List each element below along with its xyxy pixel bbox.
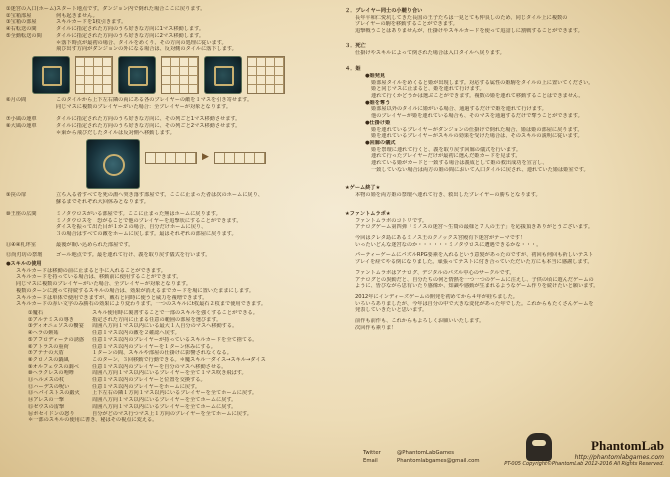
skill-effect: 任意１マス以内のプレイヤーをホームに戻す。: [92, 383, 201, 390]
skill-line: スキルカードは単体で使用できますが、戴石と同時に使うと威力を複増できます。: [16, 294, 208, 301]
wind-example-illustrations: [86, 139, 331, 189]
lab-line: 今回はクレタ島にあるミノス王のクノックス宮殿有下迷宮がテーマです！: [355, 234, 526, 241]
skill-item: [28, 364, 331, 371]
rule-row: ④右転送の間 タイルに指定された方向のうち好きな方向に1マス移動します。: [6, 26, 205, 33]
skill-name: ②アルテミスの導き: [28, 316, 74, 323]
tile-illustration: [204, 56, 242, 94]
section-line: 追撃戦うことはありませんが、仕掛けやスキルカードを使って追詰しに割戦することができます。: [355, 28, 583, 35]
lab-line: アナログゲーム第四弾「ミノスの迷宮～生贄の最様と７人の王子」を応援頂きありがとうございます。: [355, 224, 594, 231]
skill-item: [28, 384, 331, 391]
lab-line: ように、皆びながら思有いたり感像か、知識や感動が生まれるようなゲーム作りを続けたいと願います。: [355, 283, 599, 290]
section-line: 姫を連れているプレイヤーがダンジョンの仕掛けで倒れた場合、姫は姫の部屋に戻ります。: [371, 126, 583, 133]
skill-item: [28, 337, 331, 344]
section-line: プレイヤーの駒を移動することができます。: [355, 21, 458, 28]
section-line: 連れている姫がカードと一致する場合は義成として姫の救出成功を宣言し、: [371, 160, 548, 167]
row-strip-illustration: [145, 152, 197, 164]
section-line: 姫を祭壇に連れて行くと、義を取り戻す回廊の儀式を行います。: [371, 146, 522, 153]
section-heading: ４．姫: [345, 66, 361, 73]
skill-name: ④ヘラの嫉妬: [28, 330, 59, 337]
arrow-right-icon: ▶: [202, 152, 209, 163]
skill-note: ＊一部のスキルの使用に書き、秘はその視点に変える。: [28, 417, 158, 424]
tile-illustration: [118, 56, 156, 94]
skill-name: ⑩ヘラクレスの咆哮: [28, 370, 74, 377]
skill-effect: 周囲八方向１マス以内にいるプレイヤーを全て１マス吹き飛ばす。: [92, 370, 247, 377]
lab-line: パーティーゲームにパズルRPG要素を入れるという意髪があったのですが、初回も何回も祈しいテスト: [355, 252, 594, 259]
skill-name: ①魔石: [28, 309, 44, 316]
rule-row: ⑤全動転送の間 タイルに指定された方向のうち好きな方向に2マス移動します。: [6, 32, 205, 39]
skill-item: [28, 411, 331, 418]
rule-row: ⑪④④札坪室 最後が眠い込められた部屋です。: [6, 241, 134, 248]
rule-row: ⑨罠の扉 立ち入る者すべてを死の淵へ突き落す部屋です。ここに止まった者は次のホームに戻り、: [6, 192, 263, 199]
skill-name: ⑫ハーデスの呪い: [28, 383, 70, 390]
rule-note: ３の場合はすべての敵をホームに戻します。最はそれぞれの部屋に戻ります。: [56, 230, 237, 237]
section-heading: ２．プレイヤー同士の小競り合い: [345, 8, 423, 14]
skill-name: ⑮ゼウスの雷撃: [28, 403, 65, 410]
email-address[interactable]: Phantomlabgames@gmail.com: [397, 458, 480, 464]
section-line: 姫部屋以外のタイルに姫がいる場合、通過するだけで姫を連れて行けます。: [371, 106, 547, 113]
rule-row: ⑧大風の運車 タイルに指定された方向のうち好きな方向に、その列ごと2マス移動させます。: [6, 123, 241, 130]
skill-effect: 指定された方向に止まる任意の範囲の部屋を選びます。: [92, 316, 222, 323]
skill-item: [28, 317, 331, 324]
twitter-row: Twitter @PhantomLabGames: [363, 450, 455, 456]
skill-heading: ●スキルの使用: [6, 261, 42, 268]
rule-note: ダイスを振って出た目が１か２の場合、自分だけホームに戻り、: [56, 224, 207, 231]
grid-illustration: [161, 56, 199, 94]
lab-line: ファントムラボはアナログ、デジタルのパズル中心のサークルです。: [355, 269, 515, 276]
rule-row: ⑥月の間 このタイルから上下左右隣の両にある各のプレイヤーの敵を１マスを引き寄せます。: [6, 96, 253, 103]
logo-block: [504, 438, 664, 467]
skill-item: [28, 390, 331, 397]
rule-note: 同じマスに複数のプレイヤーがいた場合：全プレイヤーが対象となります。: [56, 103, 232, 110]
section-line: 他のプレイヤーが姫を連れている場合も、そのマスを通過するだけで奪うことができます。: [371, 113, 583, 120]
lab-line: 次回作も素りま！: [355, 324, 397, 331]
skill-effect: 周囲八方向１マス以内にいる最大１人自分のマスへ移動する。: [92, 323, 238, 330]
rule-note: 蘇るまでそれぞれ大回休みとなります。: [56, 199, 149, 206]
lab-message: [345, 218, 663, 332]
skill-name: ⑧クロノスの鍋風: [28, 356, 69, 363]
lab-line: 発表していきたいと思います。: [355, 307, 428, 314]
skill-line: スキルカードは移動の前に止まると手に入れることができます。: [16, 267, 166, 274]
skill-item: [28, 397, 331, 404]
skill-item: [28, 377, 331, 384]
rule-row: ③宝箱の部屋 スキルカードを1枚引きます。: [6, 19, 127, 26]
skill-effect: このターン、３回移動で行動できる。＊魔スキル一ダイス→スキル→ダイス: [92, 356, 266, 363]
section-line: 仕掛けやスキルによって倒された場合は入口タイルへ戻ります。: [355, 49, 505, 56]
tile-illustration: [86, 139, 140, 189]
section-line: 一致していない場合は両方の姫の間において入口タイルに戻され、連れていた姫は姫室です。: [371, 166, 589, 173]
skill-item: [28, 330, 331, 337]
skill-item: [28, 350, 331, 357]
section-line: 姫部屋タイルをめくると姫が出現します。対応する属性の姫駒をタイルの上に置いてください。: [371, 79, 594, 86]
rule-note: ＊落下時点が最初の場合、タイルをめくり、その方向の処理に従います。: [56, 39, 227, 46]
subsection-heading: ●仕掛け姫: [365, 119, 391, 126]
section-line: 本物の姫を両方姫の祭壇へ連れて行き、救出したプレイヤーの勝ちとなります。: [355, 192, 541, 199]
skill-effect: 任意１マス以内の敵を２確認へ戻す。: [92, 330, 180, 337]
skill-name: ⑯ポセイドンの怒り: [28, 410, 75, 417]
subsection-heading: ●回廊の儀式: [365, 139, 396, 146]
rule-note: ＊乗から飛びだしたタイルは反対側へ移動します。: [56, 129, 175, 136]
section-line: 連れて行くかどうかは選ぶことができます。複数の姫を連れて移動することはできません。: [371, 93, 584, 100]
skill-effect: 任意１マス以内のプレイヤーと位置を交換する。: [92, 377, 206, 384]
rule-row: ⑫尚刃坊の祭壇 ゴール地点です。最を連れて行け、義を取り戻す儀式を行います。: [6, 252, 211, 259]
lab-line: アナログとの異動だと、自分たちの何と情熱を一つ一つのゲームに注えし、子供の頃に遊んだゲームの: [355, 276, 594, 283]
skill-name: ⑤アフロディーテの誘惑: [28, 336, 85, 343]
skill-effect: 任意１マス以内のプレイヤーを１ターン休みにする。: [92, 343, 216, 350]
skill-name: ⑪ヘルメスの杖: [28, 377, 65, 384]
rule-row: ⑩王座の広間 ミノタウロスがいる部屋です。ここに止まった無はホームに戻ります。: [6, 210, 221, 217]
skill-effect: 任意１マス以内のプレイヤーを自分のマスへ移動させる。: [92, 363, 227, 370]
lab-line: ファントムラボのコトリです。: [355, 217, 428, 224]
skill-line: 複数のターンに渡って持続するスキルの場合は、効果が消えるまでカードを場に置いたままにします。: [16, 287, 255, 294]
grid-illustration: [247, 56, 285, 94]
skill-effect: 周囲八方向１マス以内にいるプレイヤーを全てホームに戻す。: [92, 403, 237, 410]
skill-item: [28, 357, 331, 364]
section-line: 姫を連れているプレイヤーがスキルの効果を受けた場合は、そのスキルの説明に従います。: [371, 133, 583, 140]
subsection-heading: ●姫発見: [365, 72, 386, 79]
subsection-heading: ●姫を奪う: [365, 99, 391, 106]
row-strip-illustration: [214, 152, 266, 164]
logo-name: PhantomLab: [591, 438, 664, 453]
skill-item: [28, 404, 331, 411]
right-column: [345, 6, 663, 471]
tile-illustration: [32, 56, 70, 94]
section-heading: ３．死亡: [345, 42, 366, 49]
rule-note: ミノタウロスを 恐がることで他のプレイヤーを追撃状にすることができます。: [56, 217, 242, 224]
section-line: 長年平和仁愛坑してきた長国の王子たちは一見とても仲良しのため、同じタイル上に複数の: [355, 14, 568, 21]
rule-row: ⑦小風の運車 タイルに指定された方向のうち好きな方向に、その列ごと1マス移動させます。: [6, 116, 241, 123]
skill-item: [28, 310, 331, 317]
rule-row: ①迷宮の入口(ホーム) スタート地点です。ダンジョン内で倒れた場合ここに戻ります。: [6, 6, 206, 12]
skill-name: ⑥アトラスの重荷: [28, 343, 69, 350]
lab-line: 2012年にインディーズゲームの開発を初めてから４年が経ちました。: [355, 293, 518, 300]
logo-url[interactable]: http://phantomlabgames.com: [574, 454, 664, 461]
lab-line: いろいろありましたが、今年は自分の中で大きな変化があった年でした。これからもたくさんゲームを: [355, 300, 594, 307]
transfer-example-illustrations: [32, 56, 331, 94]
lab-line: 前作も前作も、これからもよろしくお願いいたします。: [355, 318, 485, 325]
skill-name: ③ディオニュソスの饗宴: [28, 323, 84, 330]
skill-item: [28, 344, 331, 351]
skill-effect: 上下左右の隣１方向１マス以内にいるプレイヤーを全てホームに戻す。: [92, 390, 258, 397]
lab-line: プレイを経てやる倒になりました。頑張ってテストに付き合っていただいた方にも本当に感謝します。: [355, 259, 593, 266]
skill-line: スキルカードを持っている場合は、移動前に使用することができます。: [16, 274, 182, 281]
lab-line: いったいどんな迷宮なのか・・・・・・ミノタウロスに遭遇できるかな・・・。: [355, 241, 542, 248]
skill-line: スキルカードの赤い文字のみ勝石の効果により変わります。一つのスキルにt枚最石２枚まで使用できます。: [16, 301, 267, 308]
twitter-handle[interactable]: @PhantomLabGames: [397, 450, 455, 456]
section-line: 連れて行ったプレイヤーだけが最初に選んだ姫カードを見ます。: [371, 153, 521, 160]
rule-note: 飛び出す方向がダンジョンの外になる場合は、反対側のタイルに落下します。: [56, 46, 237, 53]
skill-name: ⑭アレスの一撃: [28, 397, 64, 404]
skill-effect: 任意１マス以内のプレイヤーが持っているスキルカードを全て捨てる。: [92, 336, 258, 343]
section-heading: ★ファントムラボ★: [345, 210, 391, 217]
skill-effect: 自分がどのマス行つマス上１方向のプレイヤーを全てホームに戻す。: [92, 410, 252, 417]
skill-list: [6, 310, 331, 417]
skill-name: ⑬ヘパイストスの鍛火: [28, 390, 80, 397]
skill-name: ⑦アテナの大盾: [28, 350, 64, 357]
skill-effect: スキル使用時に裏書することで一部のスキルを強くすることができる。: [92, 309, 258, 316]
skill-name: ⑨オルフェウスの調べ: [28, 363, 79, 370]
skill-item: [28, 323, 331, 330]
skill-item: [28, 370, 331, 377]
skill-effect: １ターンの間、スキルや部屋の仕掛けに影響されなくなる。: [92, 350, 232, 357]
email-row: Email Phantomlabgames@gmail.com: [363, 458, 480, 464]
skill-line: 同じマスに複数のプレイヤーがいた場合、全プレイヤーが対象となります。: [16, 281, 192, 288]
rule-row: ②宝箱部屋 何も起きません。: [6, 12, 98, 19]
copyright: PT-005 Copyright©PhantomLab 2012-2016 All Rights Reserved.: [504, 461, 664, 467]
left-column: [6, 6, 331, 471]
section-heading: ★ゲーム終了★: [345, 185, 381, 192]
skill-effect: 周囲八方向１マス以内にいるプレイヤーを全てホームに戻す。: [92, 397, 237, 404]
contact-block: [363, 449, 480, 465]
grid-illustration: [75, 56, 113, 94]
section-line: 姫と同じマスに止まると、姫を連れて行けます。: [371, 86, 485, 93]
